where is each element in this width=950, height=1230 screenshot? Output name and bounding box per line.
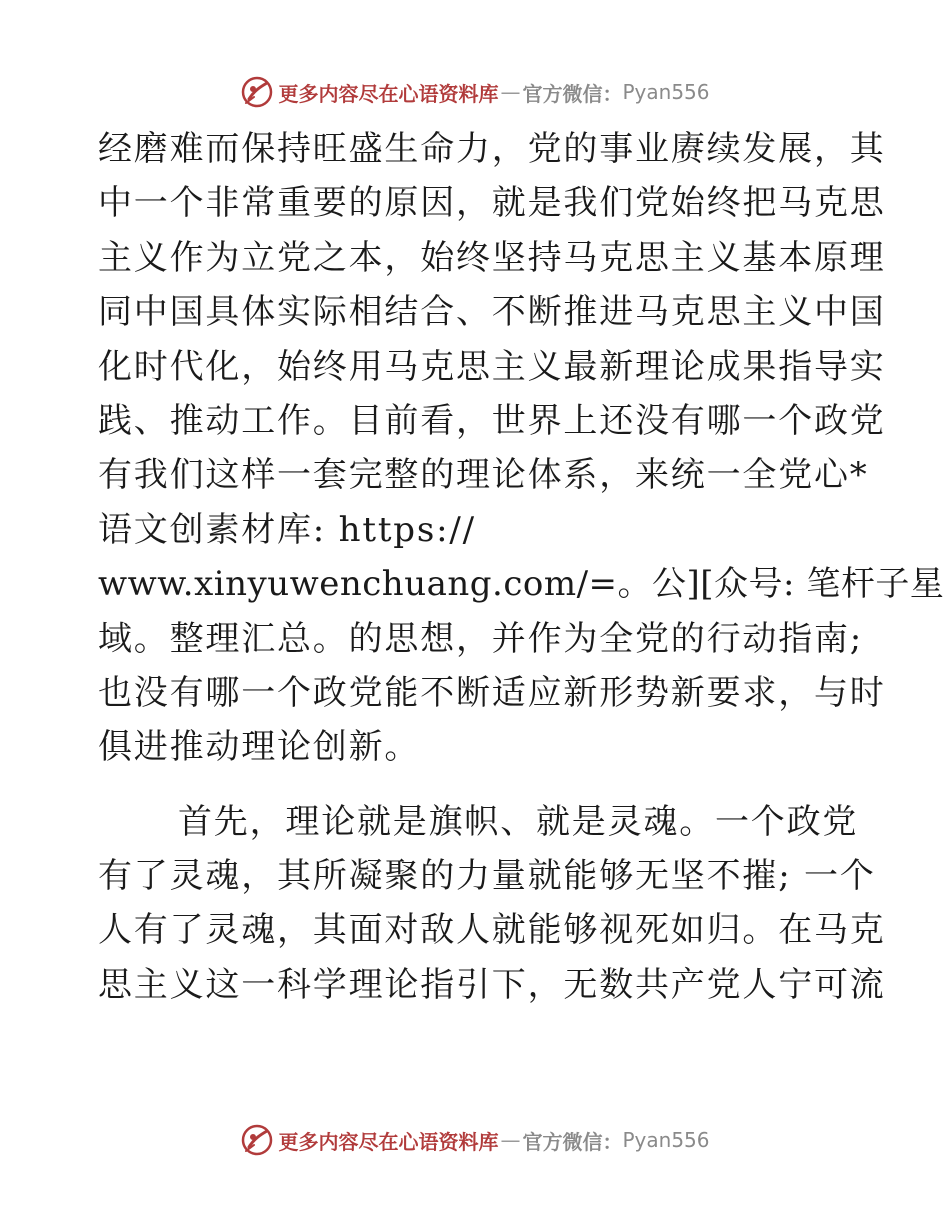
- brush-logo-icon: [240, 1123, 274, 1157]
- banner-left-text: 更多内容尽在心语资料库: [278, 81, 499, 106]
- banner-wechat-handle: Pyan556: [622, 1128, 710, 1152]
- paragraph-gap: [98, 775, 850, 795]
- text-line: 域。整理汇总。的思想，并作为全党的行动指南;: [98, 618, 864, 659]
- banner-wechat-label: 官方微信：: [522, 81, 623, 106]
- text-line: 也没有哪一个政党能不断适应新形势新要求，与时: [98, 672, 886, 713]
- paragraph-2: [98, 795, 886, 1013]
- header-watermark-banner: [0, 70, 950, 114]
- text-line: 同中国具体实际相结合、不断推进马克思主义中国: [98, 292, 886, 333]
- document-body: [98, 122, 945, 1012]
- banner-left-text: 更多内容尽在心语资料库: [278, 1129, 499, 1154]
- text-line: 经磨难而保持旺盛生命力，党的事业赓续发展，其: [98, 129, 886, 169]
- paragraph-1: [98, 122, 945, 775]
- banner-dash: —: [500, 1128, 521, 1152]
- footer-watermark-banner: [0, 1118, 950, 1162]
- text-line: www.xinyuwenchuang.com/=。公][众号: 笔杆子星: [98, 564, 945, 605]
- text-line: 首先，理论就是旗帜、就是灵魂。一个政党: [178, 801, 859, 842]
- text-line: 人有了灵魂，其面对敌人就能够视死如归。在马克: [98, 910, 886, 951]
- banner-wechat-handle: Pyan556: [622, 80, 710, 104]
- banner-dash: —: [500, 80, 521, 104]
- text-line: 语文创素材库: https://: [98, 509, 476, 550]
- banner-wechat-label: 官方微信：: [522, 1129, 623, 1154]
- text-line: 主义作为立党之本，始终坚持马克思主义基本原理: [98, 237, 886, 278]
- text-line: 有了灵魂，其所凝聚的力量就能够无坚不摧; 一个: [98, 856, 876, 897]
- text-line: 化时代化，始终用马克思主义最新理论成果指导实: [98, 346, 886, 387]
- text-line: 践、推动工作。目前看，世界上还没有哪一个政党: [98, 400, 886, 441]
- text-line: 俱进推动理论创新。: [98, 727, 421, 768]
- text-line: 中一个非常重要的原因，就是我们党始终把马克思: [98, 183, 886, 224]
- brush-logo-icon: [240, 75, 274, 109]
- text-line: 有我们这样一套完整的理论体系，来统一全党心*: [98, 455, 869, 496]
- text-line: 思主义这一科学理论指引下，无数共产党人宁可流: [98, 964, 886, 1005]
